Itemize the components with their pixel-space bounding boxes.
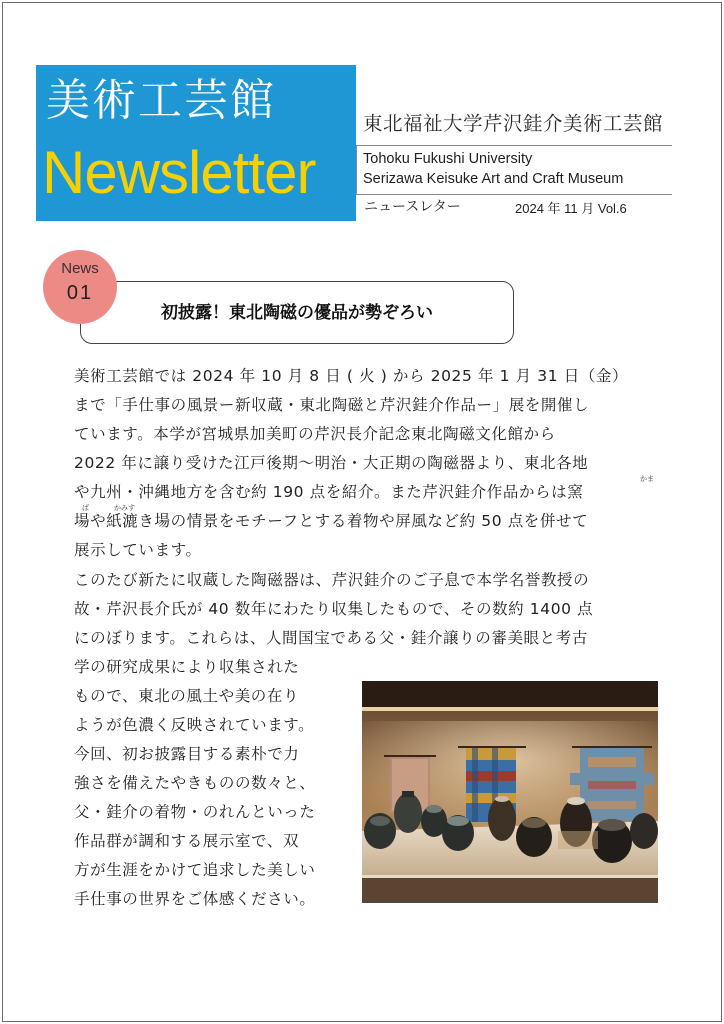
- university-name-en-line1: Tohoku Fukushi University: [363, 151, 533, 167]
- news-badge-number: 01: [66, 282, 94, 304]
- body-line: 今回、初お披露目する素朴で力: [74, 745, 300, 763]
- ruby-ba: ば: [82, 504, 89, 512]
- news-badge-label: News: [61, 260, 99, 277]
- body-line: このたび新たに収蔵した陶磁器は、芹沢銈介のご子息で本学名誉教授の: [74, 571, 590, 589]
- body-line: まで「手仕事の風景ー新収蔵・東北陶磁と芹沢銈介作品ー」展を開催し: [74, 396, 590, 414]
- body-line: もので、東北の風土や美の在り: [74, 687, 300, 705]
- body-line: 展示しています。: [74, 541, 202, 559]
- headline-box: [80, 281, 514, 344]
- body-line: 手仕事の世界をご体感ください。: [74, 890, 316, 908]
- university-name-en-box: [356, 145, 672, 195]
- body-line: 作品群が調和する展示室で、双: [74, 832, 300, 850]
- body-line: にのぼります。これらは、人間国宝である父・銈介譲りの審美眼と考古: [74, 629, 588, 647]
- body-line: 方が生涯をかけて追求した美しい: [74, 861, 316, 879]
- university-name-en-line2: Serizawa Keisuke Art and Craft Museum: [363, 171, 624, 187]
- body-line: 学の研究成果により収集された: [74, 658, 300, 676]
- university-name-jp: 東北福祉大学芹沢銈介美術工芸館: [363, 112, 664, 135]
- news-badge: [43, 250, 117, 324]
- masthead-title-jp: 美術工芸館: [46, 75, 276, 126]
- ruby-kamisu: かみす: [114, 504, 135, 512]
- headline: 初披露！東北陶磁の優品が勢ぞろい: [161, 303, 433, 323]
- body-line: 場や紙漉き場の情景をモチーフとする着物や屏風など約 50 点を併せて: [74, 512, 589, 530]
- body-line: や九州・沖縄地方を含む約 190 点を紹介。また芹沢銈介作品からは窯: [74, 483, 584, 501]
- body-line: 美術工芸館では 2024 年 10 月 8 日 ( 火 ) から 2025 年 1 月 31 日（金）: [74, 367, 629, 385]
- body-line: 強さを備えたやきものの数々と、: [74, 774, 316, 792]
- issue-date: 2024 年 11 月 Vol.6: [515, 201, 627, 216]
- body-line: 2022 年に譲り受けた江戸後期〜明治・大正期の陶磁器より、東北各地: [74, 454, 589, 472]
- exhibition-photo: [362, 681, 658, 903]
- masthead-title-en: Newsletter: [42, 139, 316, 206]
- masthead: [36, 65, 356, 221]
- ruby-kama: かま: [640, 475, 654, 483]
- body-line: ています。本学が宮城県加美町の芹沢長介記念東北陶磁文化館から: [74, 425, 556, 443]
- body-line: 父・銈介の着物・のれんといった: [74, 803, 316, 821]
- body-line: ようが色濃く反映されています。: [74, 716, 315, 734]
- newsletter-kana: ニュースレター: [364, 199, 461, 215]
- body-line: 故・芹沢長介氏が 40 数年にわたり収集したもので、その数約 1400 点: [74, 600, 594, 618]
